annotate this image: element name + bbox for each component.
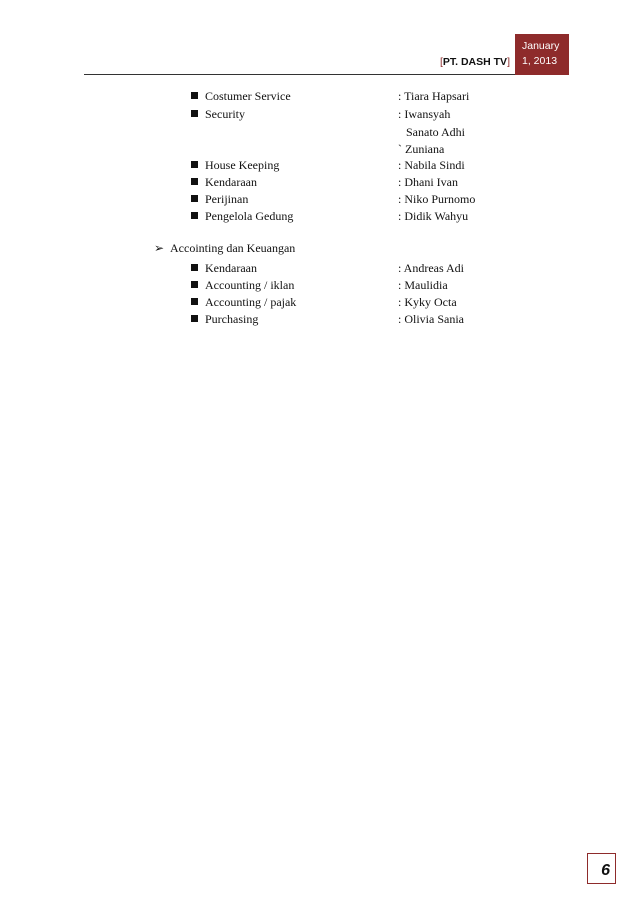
item-label: Accounting / iklan: [205, 278, 295, 292]
square-bullet-icon: [191, 298, 198, 305]
company-name: [440, 56, 510, 68]
square-bullet-icon: [191, 264, 198, 271]
item-label: Costumer Service: [205, 89, 291, 103]
item-value: : Dhani Ivan: [398, 175, 458, 189]
date-box: [515, 34, 569, 75]
bracket-open: [: [439, 56, 443, 68]
item-label: Accounting / pajak: [205, 295, 297, 309]
item-label: Kendaraan: [205, 261, 257, 275]
item-value-extra: ` Zuniana: [398, 142, 445, 156]
date-line-2: 1, 2013: [522, 55, 558, 67]
company-label: PT. DASH TV: [442, 56, 508, 68]
section-heading-label: Accointing dan Keuangan: [170, 241, 296, 255]
item-value: : Kyky Octa: [398, 295, 457, 309]
square-bullet-icon: [191, 161, 198, 168]
bracket-close: ]: [507, 56, 510, 68]
item-label: Purchasing: [205, 312, 259, 326]
item-value: : Didik Wahyu: [398, 209, 469, 223]
square-bullet-icon: [191, 178, 198, 185]
square-bullet-icon: [191, 195, 198, 202]
item-label: Perijinan: [205, 192, 249, 206]
arrow-bullet-icon: ➢: [154, 241, 165, 255]
header-rule: [84, 74, 515, 75]
page-number-box: [587, 853, 616, 884]
item-value: : Andreas Adi: [398, 261, 464, 275]
item-value: : Olivia Sania: [398, 312, 464, 326]
square-bullet-icon: [191, 281, 198, 288]
item-label: House Keeping: [205, 158, 280, 172]
page-number: 6: [601, 862, 610, 879]
item-value: : Iwansyah: [398, 107, 451, 121]
square-bullet-icon: [191, 92, 198, 99]
item-value: : Nabila Sindi: [398, 158, 465, 172]
square-bullet-icon: [191, 212, 198, 219]
item-label: Kendaraan: [205, 175, 257, 189]
item-value: : Maulidia: [398, 278, 448, 292]
item-value: : Tiara Hapsari: [398, 89, 470, 103]
date-line-1: January: [522, 40, 560, 52]
item-value-extra: Sanato Adhi: [406, 125, 465, 139]
square-bullet-icon: [191, 110, 198, 117]
item-value: : Niko Purnomo: [398, 192, 476, 206]
item-label: Pengelola Gedung: [205, 209, 294, 223]
item-label: Security: [205, 107, 245, 121]
square-bullet-icon: [191, 315, 198, 322]
